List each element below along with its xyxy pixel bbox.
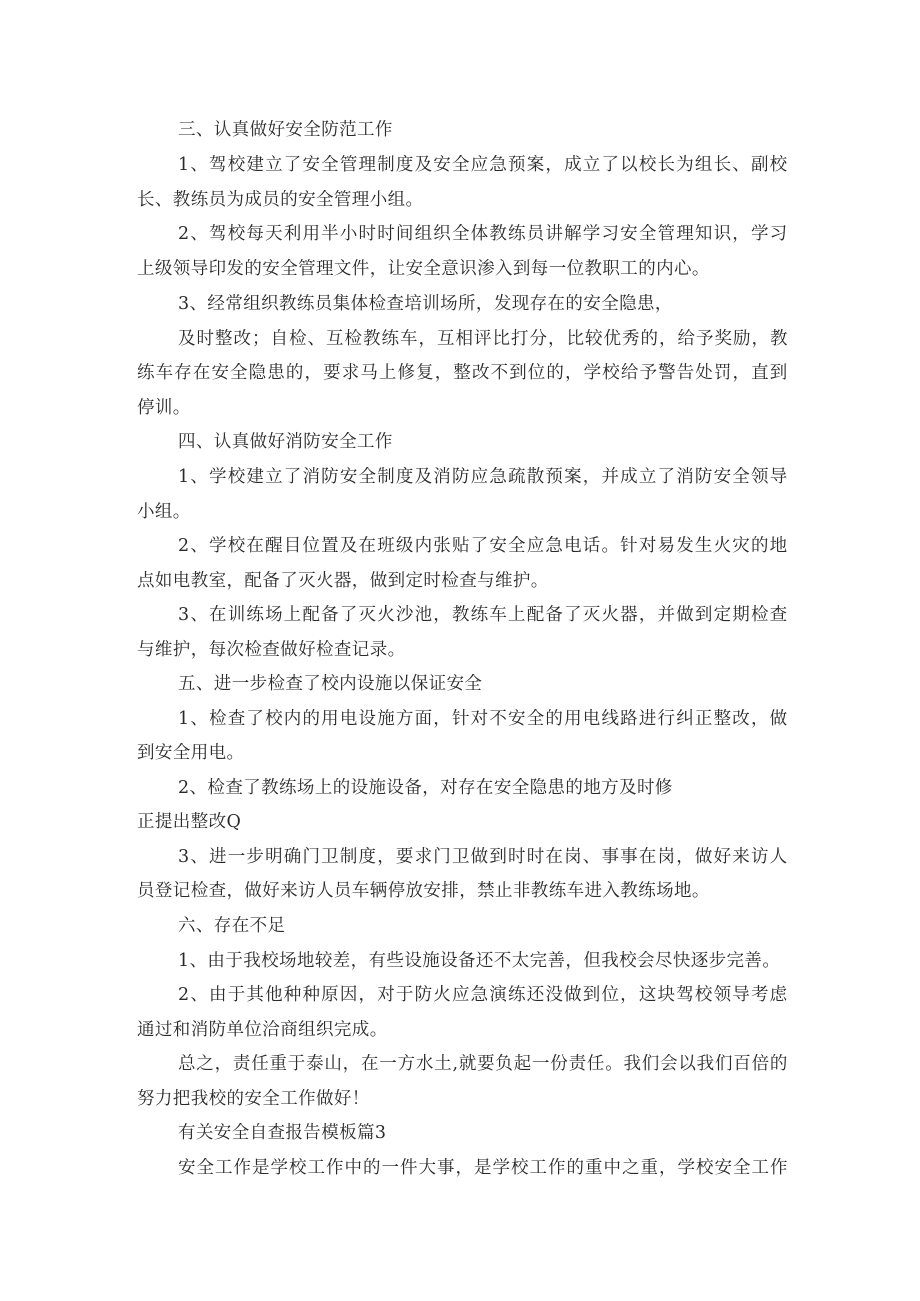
paragraph-line: 3 、 在 训 练 场 上 配 备 了 灭 火 沙 池 ， 教 练 车 上 配 备 了 灭 火 器 ， 并 做 到 定 期 检 查	[178, 605, 788, 625]
paragraph-line: 员登记检查，做好来访人员车辆停放安排，禁止非教练车进入教练场地。	[137, 881, 710, 901]
paragraph-line: 1 、 驾 校 建 立 了 安 全 管 理 制 度 及 安 全 应 急 预 案 ， 成 立 了 以 校 长 为 组 长 、 副 校	[178, 155, 788, 175]
paragraph-line: 到安全用电。	[137, 743, 245, 763]
section-heading: 三、认真做好安全防范工作	[178, 120, 393, 140]
paragraph-line: 上级领导印发的安全管理文件，让安全意识渗入到每一位教职工的内心。	[137, 259, 710, 279]
paragraph-line: 1 、 学 校 建 立 了 消 防 安 全 制 度 及 消 防 应 急 疏 散 预 案 ， 并 成 立 了 消 防 安 全 领 导	[178, 467, 788, 487]
paragraph-line: 及 时 整 改 ； 自 检 、 互 检 教 练 车 ， 互 相 评 比 打 分 ， 比 较 优 秀 的 ， 给 予 奖 励 ， 教	[178, 329, 788, 349]
paragraph-line: 安 全 工 作 是 学 校 工 作 中 的 一 件 大 事 ， 是 学 校 工 作 的 重 中 之 重 ， 学 校 安 全 工 作	[178, 1158, 788, 1178]
paragraph-line: 长、教练员为成员的安全管理小组。	[137, 190, 424, 210]
section-heading: 六、存在不足	[178, 916, 286, 936]
paragraph-line: 点如电教室，配备了灭火器，做到定时检查与维护。	[137, 571, 549, 591]
paragraph-line: 小组。	[137, 502, 191, 522]
paragraph-line: 总 之 ， 责 任 重 于 泰 山 ， 在 一 方 水 土 , 就 要 负 起 一 份 责 任 。 我 们 会 以 我 们 百 倍 的	[178, 1054, 788, 1074]
paragraph-line: 停训。	[137, 398, 191, 418]
paragraph-line: 2、检查了教练场上的设施设备，对存在安全隐患的地方及时修	[178, 778, 673, 798]
paragraph-line: 练 车 存 在 安 全 隐 患 的 ， 要 求 马 上 修 复 ， 整 改 不 到 位 的 ， 学 校 给 予 警 告 处 罚 ， 直 到	[137, 363, 788, 383]
paragraph-line: 努力把我校的安全工作做好！	[137, 1089, 370, 1109]
paragraph-line: 2 、 由 于 其 他 种 种 原 因 ， 对 于 防 火 应 急 演 练 还 没 做 到 位 ， 这 块 驾 校 领 导 考 虑	[178, 985, 788, 1005]
section-heading: 四、认真做好消防安全工作	[178, 432, 393, 452]
paragraph-line: 1、由于我校场地较差，有些设施设备还不太完善，但我校会尽快逐步完善。	[178, 951, 781, 971]
section-heading: 五、进一步检查了校内设施以保证安全	[178, 674, 483, 694]
paragraph-line: 3、经常组织教练员集体检查培训场所，发现存在的安全隐患，	[178, 294, 673, 314]
paragraph-line: 2 、 驾 校 每 天 利 用 半 小 时 时 间 组 织 全 体 教 练 员 讲 解 学 习 安 全 管 理 知 识 ， 学 习	[178, 224, 788, 244]
paragraph-line: 正提出整改Q	[137, 812, 242, 832]
paragraph-line: 2 、 学 校 在 醒 目 位 置 及 在 班 级 内 张 贴 了 安 全 应 急 电 话 。 针 对 易 发 生 火 灾 的 地	[178, 536, 788, 556]
paragraph-line: 1 、 检 查 了 校 内 的 用 电 设 施 方 面 ， 针 对 不 安 全 的 用 电 线 路 进 行 纠 正 整 改 ， 做	[178, 709, 788, 729]
paragraph-line: 与维护，每次检查做好检查记录。	[137, 640, 406, 660]
section-heading: 有关安全自查报告模板篇3	[178, 1123, 387, 1143]
paragraph-line: 通过和消防单位洽商组织完成。	[137, 1020, 388, 1040]
paragraph-line: 3 、 进 一 步 明 确 门 卫 制 度 ， 要 求 门 卫 做 到 时 时 在 岗 、 事 事 在 岗 ， 做 好 来 访 人	[178, 847, 788, 867]
